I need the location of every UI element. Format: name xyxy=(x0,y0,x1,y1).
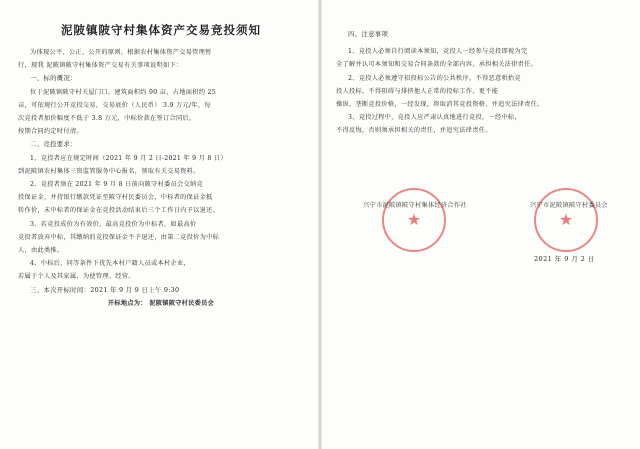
notice-line-1: 1、竞投人必须自行阅读本须知，竞投人一经参与竞投即视为完 xyxy=(348,48,528,56)
section-2-line-8: 人，由此类推。 xyxy=(18,247,64,255)
intro-line-2: 行，现我 泥陂镇陂守村集体资产交易有关事项说明如下： xyxy=(18,62,183,70)
notice-line-3: 2、竞投人必须遵守招投标公告的公共秩序，不得恶意哄抬竞 xyxy=(348,74,521,82)
notice-line-4: 投人投标，不得阻碍与排挤他人正常的投标工作，更不能 xyxy=(336,87,499,95)
section-2-heading: 二、竞投要求： xyxy=(30,140,77,149)
section-2-line-7: 竞投者放弃中标，其缴纳的竞投保证金不予退还，由第二竞投价为中标 xyxy=(18,233,220,241)
left-page xyxy=(0,0,318,449)
star-icon: ★ xyxy=(406,210,422,229)
star-icon: ★ xyxy=(558,210,574,229)
opening-location: 开标地点为： 泥陂镇陂守村民委员会 xyxy=(107,299,215,307)
section-2-line-5: 转作价，未中标者的保证金在竞投活动结束后三个工作日内予以退还。 xyxy=(18,207,220,215)
section-1-line-2: 亩，可依规行公开竞投交易，交易底价（人民币） 3.9 万元/年，每 xyxy=(18,101,211,109)
intro-line-1: 为体现公平、公正、公开的原则，根据农村集体资产交易管理暂 xyxy=(30,49,212,56)
notice-line-7: 不得反悔，否则须承担相关的责任，并追究法律责任。 xyxy=(336,127,492,135)
document-title: 泥陂镇陂守村集体资产交易竞投须知 xyxy=(61,23,261,37)
section-2-line-1: 1、竞投者应在规定时间（2021 年 9 月 2 日-2021 年 9 月 8 日） xyxy=(30,154,227,162)
official-seal-1 xyxy=(382,188,446,252)
official-seal-2 xyxy=(534,188,598,252)
notice-line-6: 3、竞投过程中，竞投人应严肃认真地进行竞投，一经中标， xyxy=(348,114,521,122)
section-2-line-4: 投保证金，并持银行缴款凭证至陂守村民委员会，中标者的保证金抵 xyxy=(18,194,213,202)
right-page xyxy=(322,0,640,449)
section-1-line-3: 次竞投者加价幅度不低于 3.8 万元，中标价款在签订合同后， xyxy=(18,115,196,123)
signatory-2: 兴宁市泥陂镇陂守村委员会 xyxy=(530,202,608,209)
section-2-line-3: 2、竞投者须在 2021 年 9 月 8 日前向陂守村委员会交纳竞 xyxy=(30,181,204,189)
signatory-1: 兴宁市泥陂镇陂守村集体经济合作社 xyxy=(363,202,467,209)
section-3-heading: 三、本次开标时间：2021 年 9 月 9 日上午 9:30 xyxy=(30,285,180,294)
notice-line-2: 全了解并认可本须知和交易合同条款的全部内容，承担相关法律责任。 xyxy=(336,61,538,69)
notice-heading: 四、注意事项 xyxy=(348,30,389,38)
signature-block xyxy=(322,196,640,266)
section-2-line-2: 到泥陂镇农村集体三资监管服务中心报名，领取有关交易资料。 xyxy=(18,167,200,175)
section-1-line-4: 按期合同约定时付清。 xyxy=(18,128,83,136)
signing-date: 2021 年 9 月 2 日 xyxy=(534,255,595,263)
section-1-line-1: 位于泥陂镇陂守村关屋门口，建筑面积约 90 亩，占地面积约 25 xyxy=(30,88,216,96)
section-2-line-6: 3、若竞投成价为有效价，最高竞投价为中标者，如最高价 xyxy=(30,220,197,228)
section-1-heading: 一、标的概况： xyxy=(30,74,77,83)
section-2-line-9: 4、中标后，同等条件下优先本村户籍人员或本村企业， xyxy=(30,260,190,268)
notice-line-5: 操纵、垄断竞投价格，一经发现，将取消其竞投资格，并追究法律责任。 xyxy=(336,101,544,109)
section-2-line-10: 若属于个人及其家属，为使管理、经营。 xyxy=(18,273,135,281)
